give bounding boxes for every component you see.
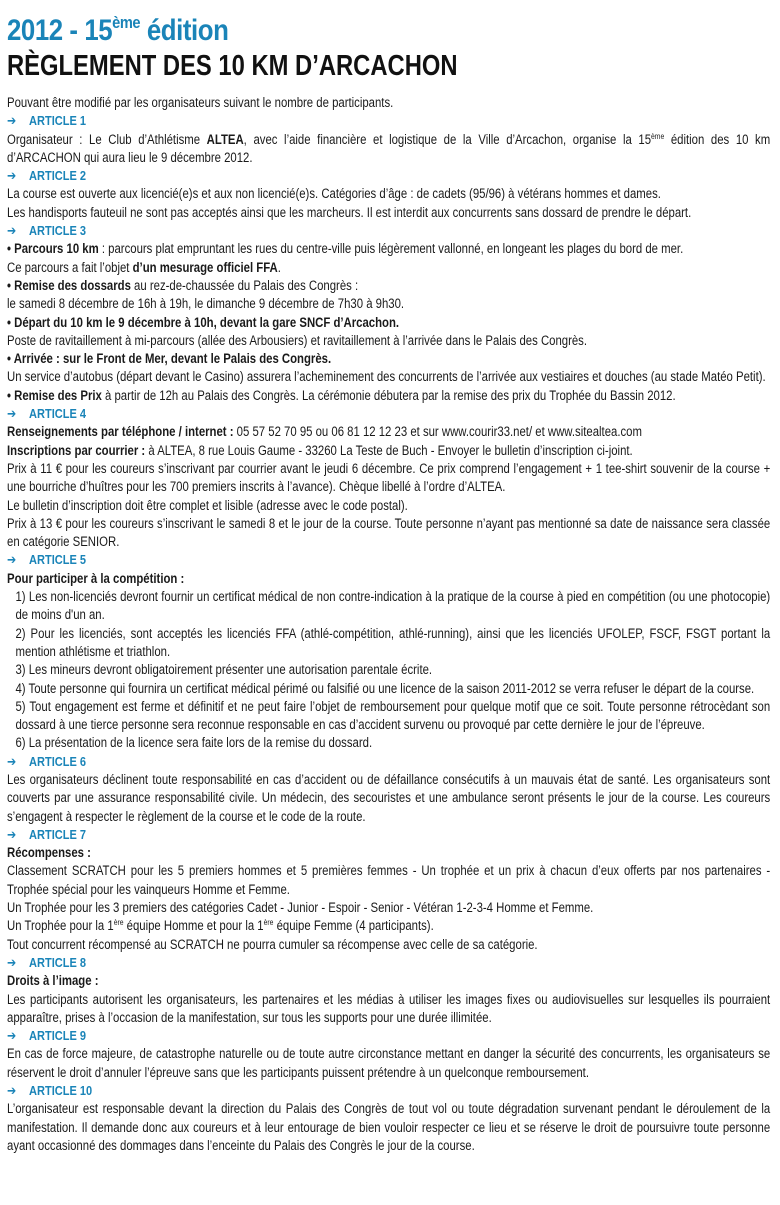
rules-title: RÈGLEMENT DES 10 KM D’ARCACHON <box>7 50 458 82</box>
article-9-heading: ➔ ARTICLE 9 <box>7 1027 770 1045</box>
article-5-item: 4) Toute personne qui fournira un certificat médical périmé ou falsifié ou une licence de la saison 2011-2012 se verra refuser le départ de la course. <box>15 680 755 696</box>
article-5-item: 2) Pour les licenciés, sont acceptés les licenciés FFA (athlé-compétition, athlé-running), ainsi que les licenciés UFOLEP, FSCF, FSGT portant la mention athlétisme et triathlon. <box>15 625 771 659</box>
article-3-line: • Parcours 10 km : parcours plat empruntant les rues du centre-ville puis légèrement vallonné, en longeant les plages du bord de mer. <box>7 241 684 257</box>
article-3-line: Poste de ravitaillement à mi-parcours (allée des Arbousiers) et ravitaillement à l’arrivée dans le Palais des Congrès. <box>7 332 588 348</box>
article-2-heading: ➔ ARTICLE 2 <box>7 167 770 185</box>
arrow-right-icon: ➔ <box>7 223 17 239</box>
article-3-line: • Remise des dossards au rez-de-chaussée du Palais des Congrès : <box>7 277 359 293</box>
article-7-heading: ➔ ARTICLE 7 <box>7 826 770 844</box>
article-1-heading: ➔ ARTICLE 1 <box>7 112 770 130</box>
article-4-line: Prix à 13 € pour les coureurs s’inscrivant le samedi 8 et le jour de la course. Toute personne n’ayant pas mentionné sa date de naissance sera classée en catégorie SENIOR. <box>7 515 771 550</box>
article-5-heading: ➔ ARTICLE 5 <box>7 551 770 569</box>
article-9-text: En cas de force majeure, de catastrophe naturelle ou de toute autre circonstance mettant en danger la sécurité des concurrents, les organisateurs se réservent le droit d’annuler l’épreuve sans que les participants puissent prétendre à un quelconque remboursement. <box>7 1046 771 1080</box>
article-3-line: le samedi 8 décembre de 16h à 19h, le dimanche 9 décembre de 7h30 à 9h30. <box>7 296 405 312</box>
arrow-right-icon: ➔ <box>7 168 17 184</box>
article-3-line: Un service d’autobus (départ devant le Casino) assurera l’acheminement des concurrents de l’arrivée aux vestiaires et douches (au stade Matéo Petit). <box>7 369 766 385</box>
arrow-right-icon: ➔ <box>7 753 17 769</box>
article-7-line: Tout concurrent récompensé au SCRATCH ne pourra cumuler sa récompense avec celle de sa catégorie. <box>7 936 538 952</box>
arrow-right-icon: ➔ <box>7 113 17 129</box>
arrow-right-icon: ➔ <box>7 1083 17 1099</box>
arrow-right-icon: ➔ <box>7 1028 17 1044</box>
article-4-heading: ➔ ARTICLE 4 <box>7 405 770 423</box>
arrow-right-icon: ➔ <box>7 954 17 970</box>
arrow-right-icon: ➔ <box>7 826 17 842</box>
article-5-subheading: Pour participer à la compétition : <box>7 570 185 586</box>
article-8-subheading: Droits à l’image : <box>7 973 99 989</box>
article-2-line: Les handisports fauteuil ne sont pas acceptés ainsi que les marcheurs. Il est interdit aux concurrents sans dossard de prendre le départ. <box>7 204 692 220</box>
rules-body <box>7 94 770 1155</box>
article-6-text: Les organisateurs déclinent toute responsabilité en cas d’accident ou de défaillance consécutifs à un mauvais état de santé. Les organisateurs sont couverts par une assurance responsabilité civile. Un médecin, des secouristes et une ambulance seront présents le jour de la course. Les coureurs s’engagent à respecter le règlement de la course et le code de la route. <box>7 771 771 824</box>
article-5-item: 6) La présentation de la licence sera faite lors de la remise du dossard. <box>15 735 373 751</box>
article-7-line: Classement SCRATCH pour les 5 premiers hommes et 5 premières femmes - Un trophée et un prix à chacun d’eux offerts par nos partenaires - Trophée spécial pour les vainqueurs Homme et Femme. <box>7 863 771 897</box>
article-3-line: Ce parcours a fait l’objet d’un mesurage officiel FFA. <box>7 259 281 275</box>
article-5-item: 3) Les mineurs devront obligatoirement présenter une autorisation parentale écrite. <box>15 662 433 678</box>
article-8-text: Les participants autorisent les organisateurs, les partenaires et les médias à utiliser les images fixes ou audiovisuelles sur lesquelles ils pourraient apparaître, prises à l’occasion de la manifestation, sur tous les supports pour une durée illimitée. <box>7 991 771 1025</box>
article-4-line: Prix à 11 € pour les coureurs s’inscrivant par courrier avant le jeudi 6 décembre. Ce prix comprend l’engagement + 1 tee-shirt souvenir de la course + une bourriche d’huîtres pour les 700 premiers inscrits à l’avance). Chèque libellé à l’ordre d’ALTEA. <box>7 460 771 495</box>
article-4-line: Le bulletin d’inscription doit être complet et lisible (adresse avec le code postal). <box>7 497 408 513</box>
article-7-subheading: Récompenses : <box>7 845 91 861</box>
article-6-heading: ➔ ARTICLE 6 <box>7 753 770 771</box>
article-7-line: Un Trophée pour les 3 premiers des catégories Cadet - Junior - Espoir - Senior - Vétéran 1-2-3-4 Homme et Femme. <box>7 900 594 916</box>
article-5-item: 1) Les non-licenciés devront fournir un certificat médical de non contre-indication à la pratique de la course à pied en compétition (ou une photocopie) de moins d'un an. <box>15 589 771 623</box>
arrow-right-icon: ➔ <box>7 552 17 568</box>
intro-text: Pouvant être modifié par les organisateurs suivant le nombre de participants. <box>7 95 394 110</box>
edition-title: 2012 - 15ème édition <box>7 13 229 47</box>
article-3-line: • Remise des Prix à partir de 12h au Palais des Congrès. La cérémonie débutera par la remise des prix du Trophée du Bassin 2012. <box>7 387 676 403</box>
article-5-item: 5) Tout engagement est ferme et définitif et ne peut faire l’objet de remboursement pour quelque motif que ce soit. Toute personne rétrocèdant son dossard à une tierce personne sera reconnue responsable en cas d’accident survenu ou provoqué par cette dernière le jour de l’épreuve. <box>15 698 771 733</box>
article-1-text: Organisateur : Le Club d’Athlétisme ALTEA, avec l’aide financière et logistique de la Ville d’Arcachon, organise la 15ème édition des 10 km d’ARCACHON qui aura lieu le 9 décembre 2012. <box>7 131 771 165</box>
article-3-line: • Départ du 10 km le 9 décembre à 10h, devant la gare SNCF d’Arcachon. <box>7 314 400 330</box>
article-3-line: • Arrivée : sur le Front de Mer, devant le Palais des Congrès. <box>7 351 332 367</box>
arrow-right-icon: ➔ <box>7 406 17 422</box>
article-4-line: Inscriptions par courrier : à ALTEA, 8 rue Louis Gaume - 33260 La Teste de Buch - Envoyer le bulletin d’inscription ci-joint. <box>7 442 633 458</box>
article-4-line: Renseignements par téléphone / internet : 05 57 52 70 95 ou 06 81 12 12 23 et sur www.courir33.net/ et www.sitealtea.com <box>7 424 642 440</box>
article-10-text: L’organisateur est responsable devant la direction du Palais des Congrès de tout vol ou toute dégradation survenant pendant le déroulement de la manifestation. Il demande donc aux coureurs et à leur entourage de bien vouloir respecter ce lieu et se réserve le droit de poursuivre toute personne ayant occasionné des dommages dans l’enceinte du Palais des Congrès le jour de la course. <box>7 1101 771 1153</box>
article-10-heading: ➔ ARTICLE 10 <box>7 1082 770 1100</box>
article-8-heading: ➔ ARTICLE 8 <box>7 954 770 972</box>
article-7-line: Un Trophée pour la 1ère équipe Homme et pour la 1ère équipe Femme (4 participants). <box>7 918 434 934</box>
article-2-line: La course est ouverte aux licencié(e)s et aux non licencié(e)s. Catégories d’âge : de cadets (95/96) à vétérans hommes et dames. <box>7 186 661 202</box>
article-3-heading: ➔ ARTICLE 3 <box>7 222 770 240</box>
